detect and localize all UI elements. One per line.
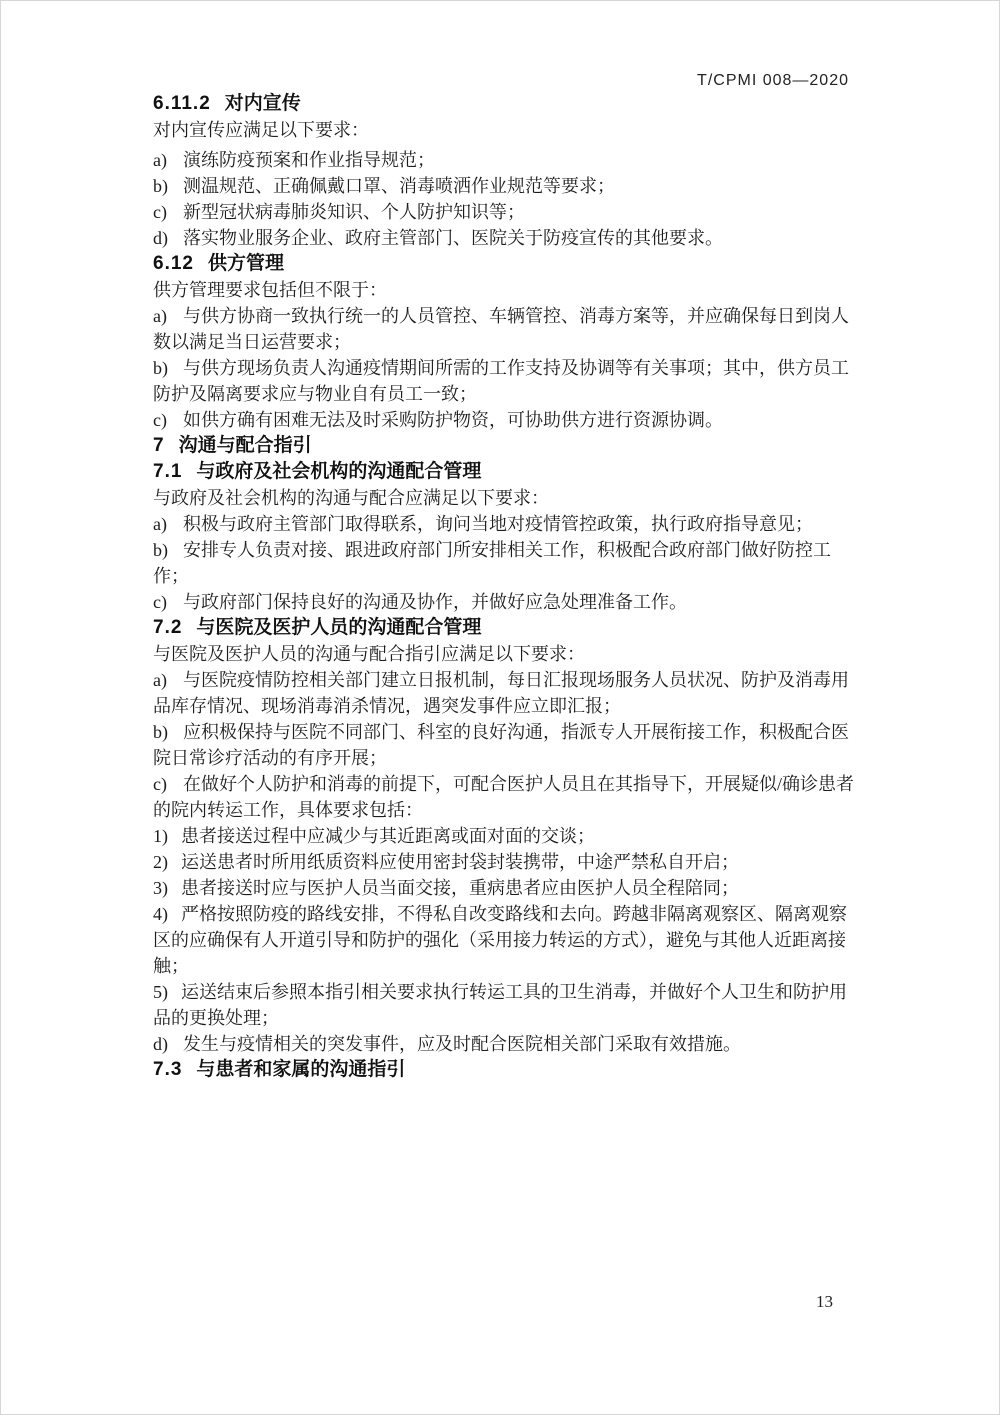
item-marker: 3) [153,878,168,898]
item-text: 应积极保持与医院不同部门、科室的良好沟通，指派专人开展衔接工作，积极配合医院日常诊疗活动的有序开展； [153,722,849,768]
clause-number: 6.12 [153,253,194,274]
sublist-item [153,849,864,875]
item-marker: c) [153,202,167,222]
item-text: 与供方协商一致执行统一的人员管控、车辆管控、消毒方案等，并应确保每日到岗人数以满足当日运营要求； [153,306,849,352]
chapter-heading-7 [153,433,864,459]
item-text: 与医院疫情防控相关部门建立日报机制，每日汇报现场服务人员状况、防护及消毒用品库存情况、现场消毒消杀情况，遇突发事件应立即汇报； [153,670,849,716]
lettered-list [153,511,864,615]
item-marker: b) [153,358,168,378]
sublist-item [153,901,864,979]
lettered-list [153,147,864,251]
item-marker: a) [153,306,167,326]
page-number: 13 [816,1292,833,1311]
clause-title: 与患者和家属的沟通指引 [196,1059,406,1080]
lettered-list [153,303,864,433]
list-item [153,303,864,355]
item-marker: a) [153,514,167,534]
section-heading-7-1 [153,459,864,485]
item-text: 新型冠状病毒肺炎知识、个人防护知识等； [183,202,525,222]
item-text: 落实物业服务企业、政府主管部门、医院关于防疫宣传的其他要求。 [183,228,723,248]
item-marker: b) [153,722,168,742]
list-item [153,199,864,225]
list-item [153,719,864,771]
item-marker: b) [153,540,168,560]
list-item [153,173,864,199]
item-marker: 5) [153,982,168,1002]
intro-paragraph: 与政府及社会机构的沟通与配合应满足以下要求： [153,488,549,508]
item-text: 运送患者时所用纸质资料应使用密封袋封装携带，中途严禁私自开启； [181,852,739,872]
item-marker: c) [153,774,167,794]
intro-paragraph: 对内宣传应满足以下要求： [153,120,369,140]
item-marker: b) [153,176,168,196]
item-text: 发生与疫情相关的突发事件，应及时配合医院相关部门采取有效措施。 [183,1034,741,1054]
item-text: 患者接送时应与医护人员当面交接，重病患者应由医护人员全程陪同； [181,878,739,898]
item-text: 患者接送过程中应减少与其近距离或面对面的交谈； [181,826,595,846]
sublist-item [153,979,864,1031]
section-heading-6-12 [153,251,864,277]
section-heading-7-2 [153,615,864,641]
list-item [153,589,864,615]
item-text: 与政府部门保持良好的沟通及协作，并做好应急处理准备工作。 [183,592,687,612]
clause-title: 与医院及医护人员的沟通配合管理 [196,617,482,638]
item-marker: c) [153,410,167,430]
clause-number: 6.11.2 [153,93,211,114]
item-marker: c) [153,592,167,612]
sublist-item [153,823,864,849]
document-body [1,91,999,1083]
item-text: 积极与政府主管部门取得联系，询问当地对疫情管控政策，执行政府指导意见； [183,514,813,534]
list-item [153,537,864,589]
section-heading-6-11-2 [153,91,864,117]
intro-paragraph: 供方管理要求包括但不限于： [153,280,387,300]
doc-code: T/CPMI 008—2020 [697,72,849,89]
item-marker: 2) [153,852,168,872]
list-item [153,407,864,433]
list-item [153,667,864,719]
item-text: 演练防疫预案和作业指导规范； [183,150,435,170]
item-marker: d) [153,1034,168,1054]
list-item [153,147,864,173]
clause-number: 7.2 [153,617,183,638]
clause-title: 与政府及社会机构的沟通配合管理 [196,461,482,482]
item-text: 如供方确有困难无法及时采购防护物资，可协助供方进行资源协调。 [183,410,723,430]
item-marker: d) [153,228,168,248]
item-marker: a) [153,670,167,690]
document-header [1,1,999,91]
clause-number: 7.1 [153,461,183,482]
item-text: 安排专人负责对接、跟进政府部门所安排相关工作，积极配合政府部门做好防控工作； [153,540,831,586]
clause-title: 对内宣传 [224,93,301,114]
clause-title: 供方管理 [207,253,284,274]
intro-paragraph: 与医院及医护人员的沟通与配合指引应满足以下要求： [153,644,585,664]
clause-number: 7.3 [153,1059,183,1080]
clause-number: 7 [153,435,165,456]
item-text: 与供方现场负责人沟通疫情期间所需的工作支持及协调等有关事项；其中，供方员工防护及隔离要求应与物业自有员工一致； [153,358,849,404]
numbered-sublist [153,823,864,1031]
item-marker: 1) [153,826,168,846]
item-text: 在做好个人防护和消毒的前提下，可配合医护人员且在其指导下，开展疑似/确诊患者的院内转运工作，具体要求包括： [153,774,854,820]
section-heading-7-3 [153,1057,864,1083]
item-text: 运送结束后参照本指引相关要求执行转运工具的卫生消毒，并做好个人卫生和防护用品的更换处理； [153,982,847,1028]
clause-title: 沟通与配合指引 [178,435,312,456]
item-marker: a) [153,150,167,170]
list-item [153,1031,864,1057]
item-text: 测温规范、正确佩戴口罩、消毒喷洒作业规范等要求； [183,176,615,196]
sublist-item [153,875,864,901]
list-item [153,511,864,537]
list-item [153,771,864,823]
lettered-list [153,667,864,1057]
item-marker: 4) [153,904,168,924]
list-item [153,355,864,407]
list-item [153,225,864,251]
item-text: 严格按照防疫的路线安排，不得私自改变路线和去向。跨越非隔离观察区、隔离观察区的应确保有人开道引导和防护的强化（采用接力转运的方式），避免与其他人近距离接触； [153,904,847,976]
